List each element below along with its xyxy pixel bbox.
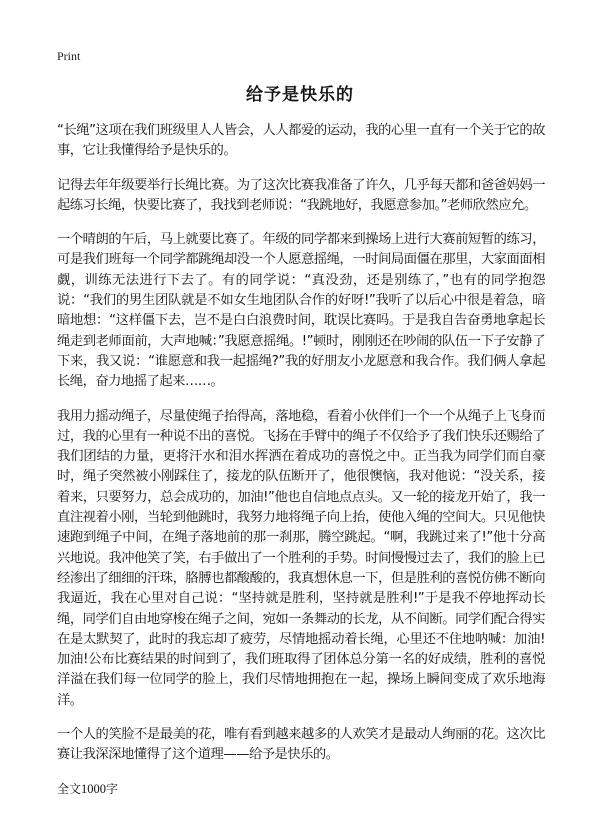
article-paragraph-3: 一个晴朗的午后，马上就要比赛了。年级的同学都来到操场上进行大赛前短暂的练习，可是我们班每一个同学都跳绳却没一个人愿意摇绳，一时间局面僵在那里，大家面面相觑，训练无法进行下去了。有的同学说：“真没劲，还是别练了，”也有的同学抱怨说：“我们的男生团队就是不如女生地团队合作的好呀!”我听了以后心中很是着急，暗暗地想：“这样僵下去，岂不是白白浪费时间，耽误比赛吗。于是我自告奋勇地拿起长绳走到老师面前，大声地喊：”我愿意摇绳。!”顿时，刚刚还在吵闹的队伍一下子安静了下来，我又说：“谁愿意和我一起摇绳?”我的好朋友小龙愿意和我合作。我们俩人拿起长绳，奋力地摇了起来……。 xyxy=(57,232,545,390)
page-title: 给予是快乐的 xyxy=(246,85,354,105)
article-body xyxy=(57,121,545,797)
print-link[interactable]: Print xyxy=(57,49,81,63)
article-paragraph-5: 一个人的笑脸不是最美的花，唯有看到越来越多的人欢笑才是最动人绚丽的花。这次比赛让我深深地懂得了这个道理——给予是快乐的。 xyxy=(57,727,545,763)
word-count-value: 1000 xyxy=(81,781,107,796)
word-count-prefix: 全文 xyxy=(57,781,82,796)
article-paragraph-2: 记得去年年级要举行长绳比赛。为了这次比赛我准备了许久，几乎每天都和爸爸妈妈一起练习长绳，快要比赛了，我找到老师说：“我跳地好，我愿意参加。”老师欣然应允。 xyxy=(57,177,545,213)
article-paragraph-4: 我用力摇动绳子，尽量使绳子抬得高，落地稳，看着小伙伴们一个一个从绳子上飞身而过，我的心里有一种说不出的喜悦。飞扬在手臂中的绳子不仅给予了我们快乐还赐给了我们团结的力量，更将汗水和泪水挥洒在着成功的喜悦之中。正当我为同学们而自豪时，绳子突然被小刚踩住了，接龙的队伍断开了，他很懊恼，我对他说：“没关系，接着来，只要努力，总会成功的，加油!”他也自信地点点头。又一轮的接龙开始了，我一直注视着小刚，当轮到他跳时，我努力地将绳子向上抬，使他入绳的空间大。只见他快速跑到绳子中间，在绳子落地前的那一刹那，腾空跳起。“啊，我跳过来了!”他十分高兴地说。我冲他笑了笑，右手做出了一个胜利的手势。时间慢慢过去了，我们的脸上已经渗出了细细的汗珠，胳膊也都酸酸的，我真想休息一下，但是胜利的喜悦仿佛不断向我逼近，我在心里对自己说：“坚持就是胜利，坚持就是胜利!”于是我不停地挥动长绳，同学们自由地穿梭在绳子之间，宛如一条舞动的长龙，从不间断。同学们配合得实在是太默契了，此时的我忘却了疲劳，尽情地摇动着长绳，心里还不住地呐喊：加油!加油!公布比赛结果的时间到了，我们班取得了团体总分第一名的好成绩，胜利的喜悦洋溢在我们每一位同学的脸上，我们尽情地拥抱在一起，操场上瞬间变成了欢乐地海洋。 xyxy=(57,408,545,708)
word-count-suffix: 字 xyxy=(106,781,119,796)
word-count xyxy=(57,780,545,797)
article-paragraph-1: “长绳”这项在我们班级里人人皆会，人人都爱的运动，我的心里一直有一个关于它的故事，它让我懂得给予是快乐的。 xyxy=(57,123,545,159)
